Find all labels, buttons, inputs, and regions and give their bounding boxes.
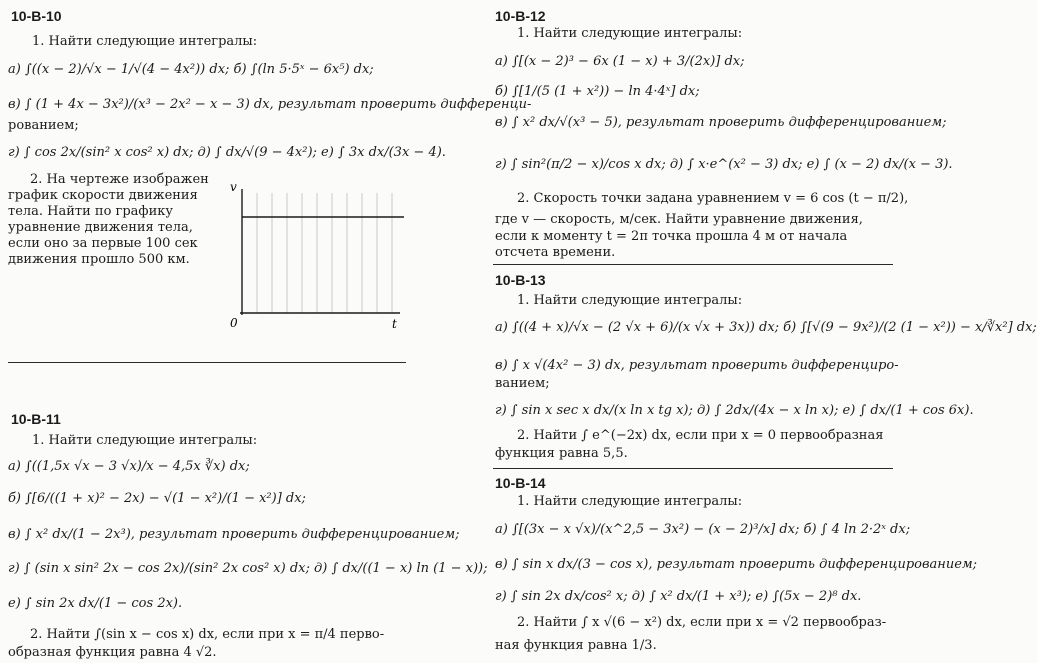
v14-task1-g: г) ∫ sin 2x dx/cos² x; д) ∫ x² dx/(1 + x³); е) ∫(5x − 2)⁸ dx. [495,589,862,604]
v11-task1-e: е) ∫ sin 2x dx/(1 − cos 2x). [8,596,183,611]
v13-task2-line1: 2. Найти ∫ e^(−2x) dx, если при x = 0 первообразная [517,428,884,443]
v12-task2-line1: 2. Скорость точки задана уравнением v = 6 cos (t − π/2), [517,191,909,206]
v10-task1-a: а) ∫((x − 2)/√x − 1/√(4 − 4x²)) dx; б) ∫(ln 5·5ˣ − 6x⁵) dx; [8,62,374,77]
v12-task2-line3: если к моменту t = 2π точка прошла 4 м от начала [495,229,848,244]
v10-task2-line2: график скорости движения [8,188,198,203]
v12-task1-g: г) ∫ sin²(π/2 − x)/cos x dx; д) ∫ x·e^(x² − 3) dx; е) ∫ (x − 2) dx/(x − 3). [495,157,953,172]
v12-task1-a: а) ∫[(x − 2)³ − 6x (1 − x) + 3/(2x)] dx; [495,54,745,69]
variant-heading-10: 10-В-10 [11,8,62,24]
v14-task1-title: 1. Найти следующие интегралы: [517,494,743,509]
v10-task2-line5: если оно за первые 100 сек [8,236,198,251]
separator-v12-v13 [493,264,893,265]
v10-task1-v: в) ∫ (1 + 4x − 3x²)/(x³ − 2x² − x − 3) dx, результат проверить дифференци- [8,97,532,112]
velocity-graph [222,175,412,335]
v10-task2-line1: 2. На чертеже изображен [30,172,209,187]
variant-heading-11: 10-В-11 [11,411,61,427]
variant-heading-14: 10-В-14 [495,475,546,491]
v10-task2-line6: движения прошло 500 км. [8,252,190,267]
v14-task1-v: в) ∫ sin x dx/(3 − cos x), результат проверить дифференцированием; [495,557,978,572]
v13-task1-v: в) ∫ x √(4x² − 3) dx, результат проверить дифференциро- [495,358,899,373]
v12-task2-line4: отсчета времени. [495,245,616,260]
v10-task2-line3: тела. Найти по графику [8,204,174,219]
v10-task1-title: 1. Найти следующие интегралы: [32,34,258,49]
v12-task1-b: б) ∫[1/(5 (1 + x²)) − ln 4·4ˣ] dx; [495,84,700,99]
y-axis-label: v [230,180,237,194]
v11-task1-b: б) ∫[6/((1 + x)² − 2x) − √(1 − x²)/(1 − x²)] dx; [8,491,306,506]
v13-task1-a: а) ∫((4 + x)/√x − (2 √x + 6)/(x √x + 3x)) dx; б) ∫[√(9 − 9x²)/(2 (1 − x²)) − x/∛x²] dx; [495,320,1037,335]
separator-v13-v14 [493,468,893,469]
v12-task1-title: 1. Найти следующие интегралы: [517,26,743,41]
x-axis-label: t [392,317,397,331]
v14-task2-line2: ная функция равна 1/3. [495,638,657,653]
origin-label: 0 [230,316,238,330]
v11-task1-a: а) ∫((1,5x √x − 3 √x)/x − 4,5x ∛x) dx; [8,459,250,474]
v11-task1-title: 1. Найти следующие интегралы: [32,433,258,448]
v13-task2-line2: функция равна 5,5. [495,446,628,461]
v14-task1-a: а) ∫[(3x − x √x)/(x^2,5 − 3x²) − (x − 2)³/x] dx; б) ∫ 4 ln 2·2ˣ dx; [495,522,911,537]
v12-task1-v: в) ∫ x² dx/√(x³ − 5), результат проверить дифференцированием; [495,115,947,130]
v10-task1-g: г) ∫ cos 2x/(sin² x cos² x) dx; д) ∫ dx/√(9 − 4x²); е) ∫ 3x dx/(3x − 4). [8,145,446,160]
v13-task1-g: г) ∫ sin x sec x dx/(x ln x tg x); д) ∫ 2dx/(4x − x ln x); е) ∫ dx/(1 + cos 6x). [495,403,974,418]
v13-task1-title: 1. Найти следующие интегралы: [517,293,743,308]
v11-task1-v: в) ∫ x² dx/(1 − 2x³), результат проверить дифференцированием; [8,527,460,542]
separator-v10-v11 [8,362,406,363]
v11-task1-g: г) ∫ (sin x sin² 2x − cos 2x)/(sin² 2x cos² x) dx; д) ∫ dx/((1 − x) ln (1 − x)); [8,561,488,576]
v13-task1-v-cont: ванием; [495,376,550,391]
v10-task1-v-cont: рованием; [8,118,79,133]
v10-task2-line4: уравнение движения тела, [8,220,193,235]
variant-heading-13: 10-В-13 [495,272,546,288]
v12-task2-line2: где v — скорость, м/сек. Найти уравнение движения, [495,212,863,227]
v14-task2-line1: 2. Найти ∫ x √(6 − x²) dx, если при x = √2 первообраз- [517,615,887,630]
v11-task2-line2: образная функция равна 4 √2. [8,645,217,660]
v11-task2-line1: 2. Найти ∫(sin x − cos x) dx, если при x = π/4 перво- [30,627,385,642]
variant-heading-12: 10-В-12 [495,8,546,24]
